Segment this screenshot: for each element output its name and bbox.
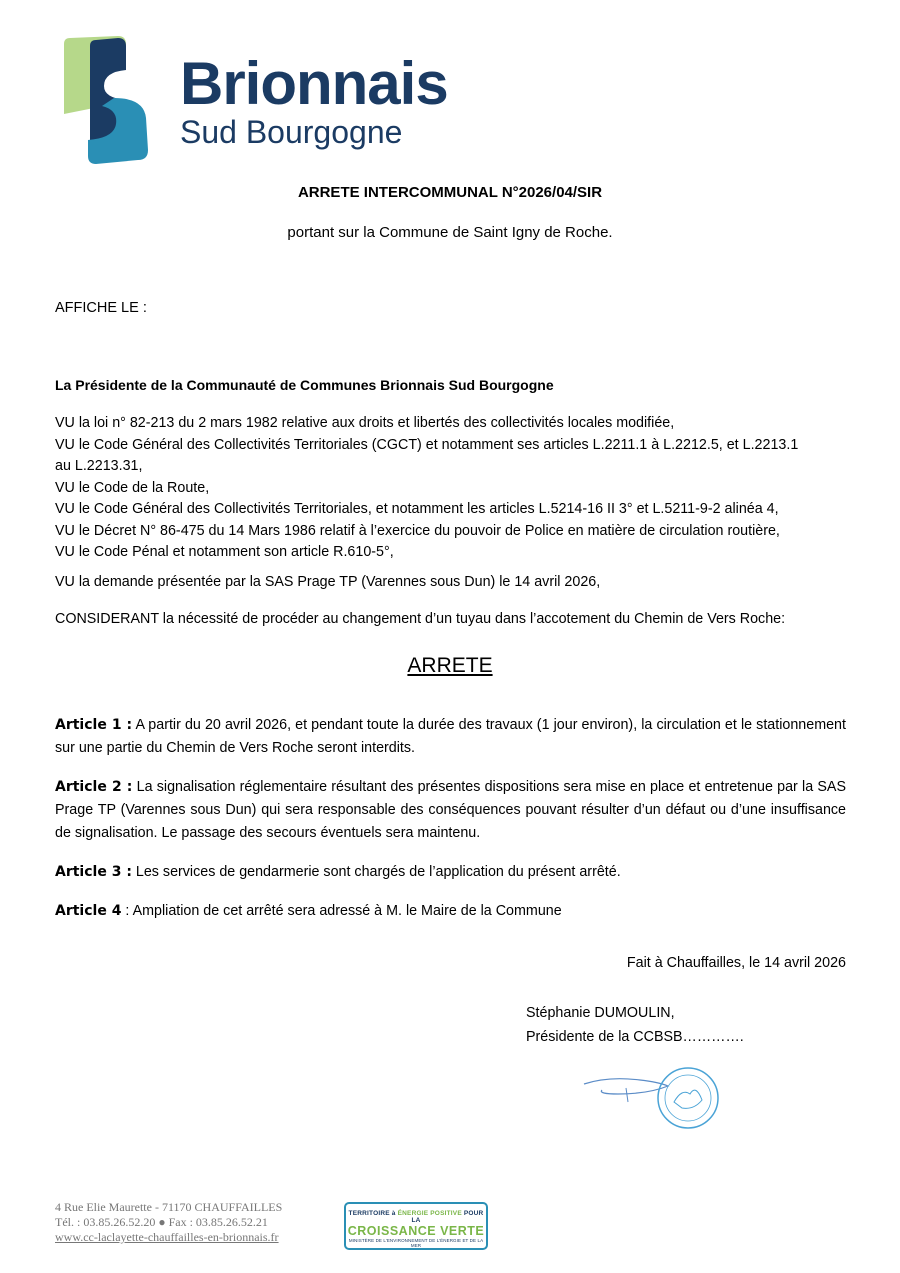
logo-brand-text: Brionnais xyxy=(180,50,448,117)
demande-paragraph: VU la demande présentée par la SAS Prage TP (Varennes sous Dun) le 14 avril 2026, xyxy=(55,574,601,590)
article-2 xyxy=(55,776,846,845)
vu-line: VU le Décret N° 86-475 du 14 Mars 1986 relatif à l’exercice du pouvoir de Police en matière de circulation routière, xyxy=(55,522,780,539)
logo-sub-text: Sud Bourgogne xyxy=(180,114,403,150)
affiche-label: AFFICHE LE : xyxy=(55,300,147,316)
vu-line: VU la loi n° 82-213 du 2 mars 1982 relative aux droits et libertés des collectivités locales modifiée, xyxy=(55,415,675,431)
logo xyxy=(56,34,456,166)
article-4 xyxy=(55,900,846,923)
official-stamp-icon xyxy=(658,1068,718,1128)
vu-line: VU le Code Général des Collectivités Territoriales, et notamment les articles L.5214-16 II 3° et L.5211-9-2 alinéa 4, xyxy=(55,501,779,517)
footer-phone: Tél. : 03.85.26.52.20 ● Fax : 03.85.26.52.21 xyxy=(55,1215,268,1229)
logo-s-mark-icon xyxy=(56,34,156,166)
badge-line1: TERRITOIRE à ÉNERGIE POSITIVE POUR LA xyxy=(348,1210,484,1224)
signer-block xyxy=(526,1001,744,1049)
article-3 xyxy=(55,861,846,884)
article-1 xyxy=(55,714,846,760)
vu-line: au L.2213.31, xyxy=(55,458,143,474)
document-title: ARRETE INTERCOMMUNAL N°2026/04/SIR xyxy=(297,184,603,201)
article-label: Article 1 : xyxy=(55,717,133,733)
article-text: A partir du 20 avril 2026, et pendant toute la durée des travaux (1 jour environ), la circulation et le stationnement sur une partie du Chemin de Vers Roche seront interdits. xyxy=(55,717,846,756)
vu-list xyxy=(55,413,845,564)
article-label: Article 4 xyxy=(55,903,122,919)
signer-name: Stéphanie DUMOULIN, xyxy=(526,1005,675,1021)
article-label: Article 3 : xyxy=(55,864,132,880)
signature-icon xyxy=(578,1060,728,1132)
badge-line3: MINISTÈRE DE L’ENVIRONNEMENT DE L’ÉNERGIE ET DE LA MER xyxy=(348,1238,484,1248)
president-heading: La Présidente de la Communauté de Communes Brionnais Sud Bourgogne xyxy=(55,377,554,393)
document-subtitle: portant sur la Commune de Saint Igny de Roche. xyxy=(287,224,613,241)
place-date-line: Fait à Chauffailles, le 14 avril 2026 xyxy=(626,955,846,971)
signer-title: Présidente de la CCBSB…………. xyxy=(526,1029,744,1045)
vu-line: VU le Code de la Route, xyxy=(55,479,210,496)
arrete-heading: ARRETE xyxy=(407,654,493,677)
footer-contact xyxy=(55,1200,282,1245)
considerant-paragraph: CONSIDERANT la nécessité de procéder au changement d’un tuyau dans l’accotement du Chemin de Vers Roche: xyxy=(55,611,786,627)
signature-stamp xyxy=(578,1060,728,1132)
badge-line2: CROISSANCE VERTE xyxy=(347,1224,485,1238)
article-text: La signalisation réglementaire résultant des présentes dispositions sera mise en place et entretenue par la SAS Prage TP (Varennes sous Dun) qui sera responsable des conséquences pouvant résulter d’un défaut ou d’une insuffisance de signalisation. Le passage des secours éventuels sera maintenu. xyxy=(55,779,846,841)
vu-line: VU le Code Général des Collectivités Territoriales (CGCT) et notamment ses articles L.2211.1 à L.2212.5, et L.2213.1 xyxy=(55,436,799,453)
article-text: : Ampliation de cet arrêté sera adressé à M. le Maire de la Commune xyxy=(121,903,562,919)
tepcv-badge xyxy=(344,1202,488,1250)
vu-line: VU le Code Pénal et notamment son article R.610-5°, xyxy=(55,544,394,560)
footer-website-link[interactable]: www.cc-laclayette-chauffailles-en-brionnais.fr xyxy=(55,1230,279,1244)
article-text: Les services de gendarmerie sont chargés de l’application du présent arrêté. xyxy=(131,864,621,880)
footer-address: 4 Rue Elie Maurette - 71170 CHAUFFAILLES xyxy=(55,1200,283,1214)
article-label: Article 2 : xyxy=(55,779,133,795)
